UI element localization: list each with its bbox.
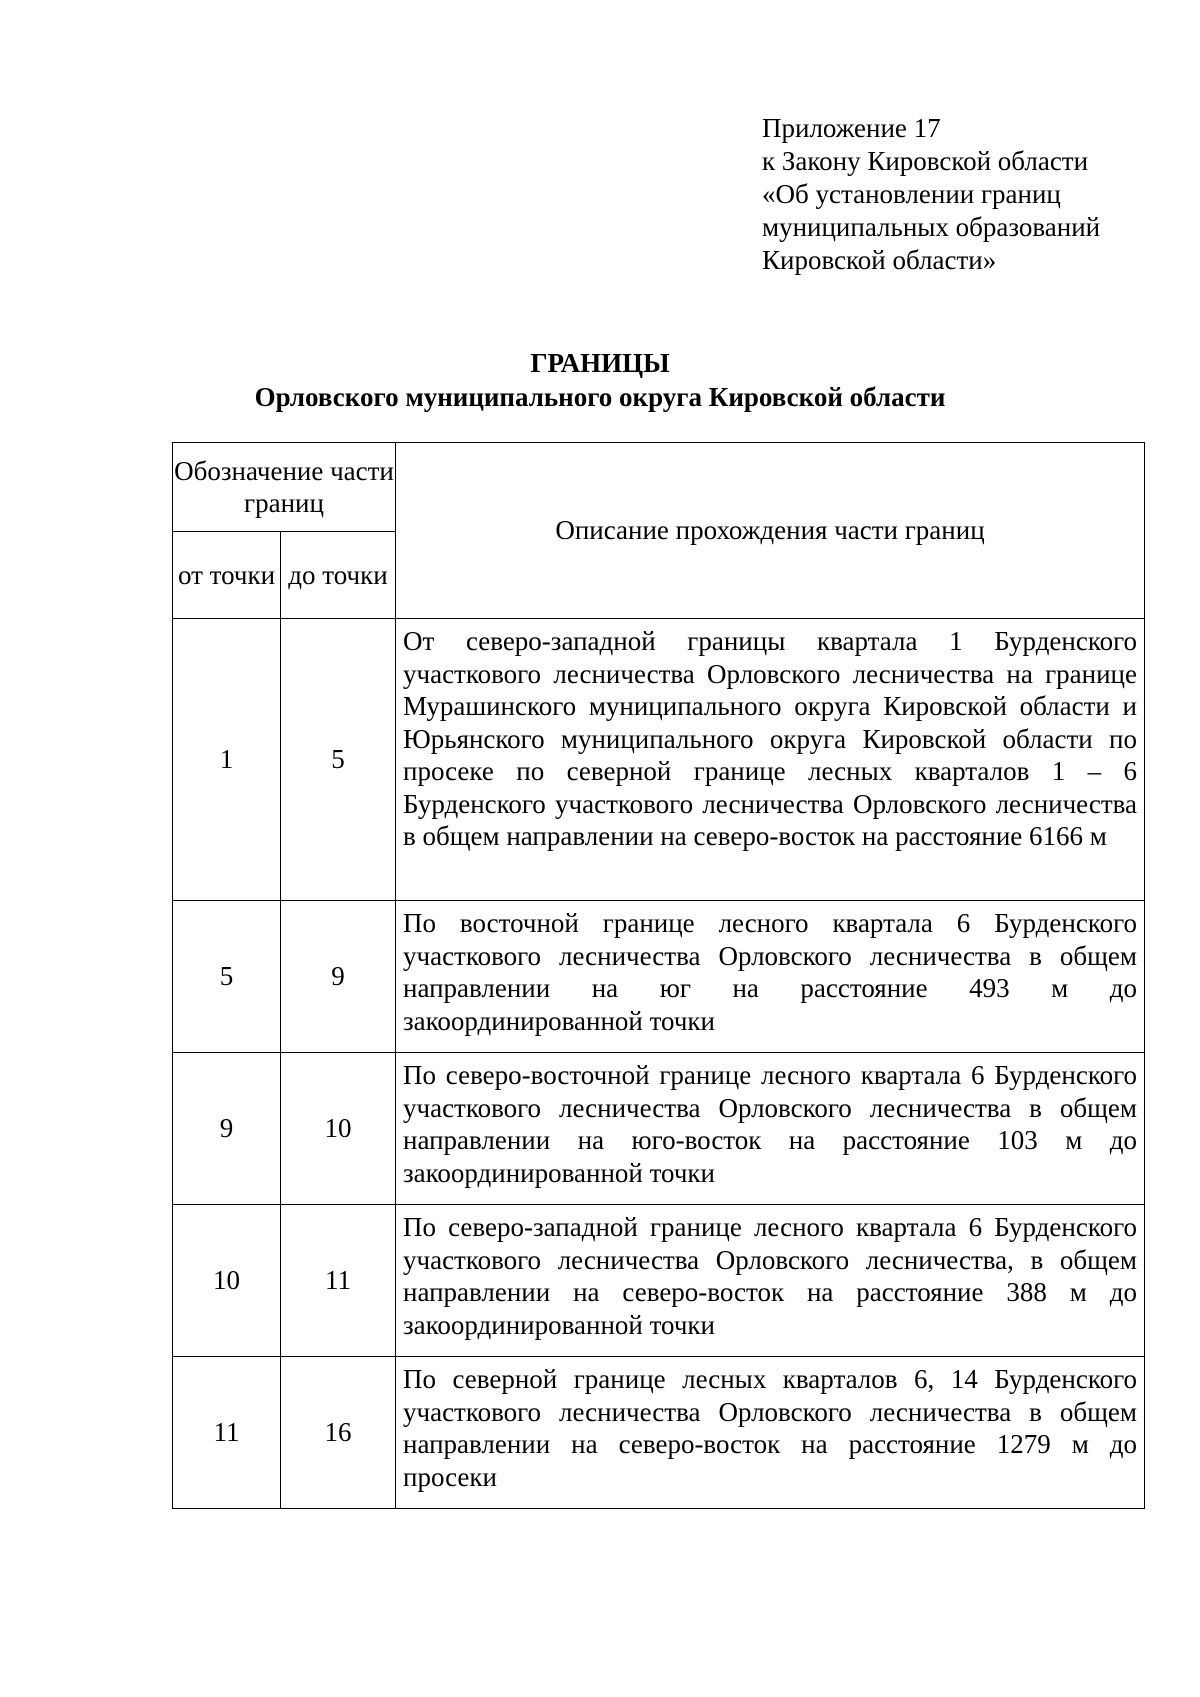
boundaries-table bbox=[172, 442, 1145, 1509]
to-point-cell: 5 bbox=[281, 619, 396, 901]
to-point-cell: 9 bbox=[281, 901, 396, 1053]
header-boundary-designation: Обозначение части границ bbox=[173, 443, 396, 532]
header-from-point: от точки bbox=[173, 532, 281, 619]
to-point-cell: 10 bbox=[281, 1053, 396, 1205]
table-row bbox=[173, 1357, 1145, 1509]
appendix-line: Приложение 17 bbox=[762, 113, 941, 143]
table-row bbox=[173, 1053, 1145, 1205]
to-point-cell: 16 bbox=[281, 1357, 396, 1509]
header-to-point: до точки bbox=[281, 532, 396, 619]
appendix-line: муниципальных образований bbox=[762, 212, 1101, 242]
description-cell: По восточной границе лесного квартала 6 Бурденского участкового лесничества Орловского лесничества в общем направлении на юг на расстояние 493 м до закоординированной точки bbox=[396, 901, 1145, 1053]
header-description: Описание прохождения части границ bbox=[396, 443, 1145, 619]
description-cell: От северо-западной границы квартала 1 Бурденского участкового лесничества Орловского лесничества на границе Мурашинского муниципального округа Кировской области и Юрьянского муниципального округа Кировской области по просеке по северной границе лесных кварталов 1 – 6 Бурденского участкового лесничества Орловского лесничества в общем направлении на северо-восток на расстояние 6166 м bbox=[396, 619, 1145, 901]
table-header-row bbox=[173, 443, 1145, 532]
appendix-reference bbox=[762, 112, 1162, 277]
from-point-cell: 9 bbox=[173, 1053, 281, 1205]
description-cell: По северо-западной границе лесного квартала 6 Бурденского участкового лесничества Орловского лесничества, в общем направлении на северо-восток на расстояние 388 м до закоординированной точки bbox=[396, 1205, 1145, 1357]
appendix-line: к Закону Кировской области bbox=[762, 146, 1089, 176]
from-point-cell: 10 bbox=[173, 1205, 281, 1357]
title-main: ГРАНИЦЫ bbox=[530, 348, 670, 378]
title-subtitle: Орловского муниципального округа Кировской области bbox=[254, 382, 946, 412]
table-row bbox=[173, 619, 1145, 901]
description-cell: По северной границе лесных кварталов 6, 14 Бурденского участкового лесничества Орловского лесничества в общем направлении на северо-восток на расстояние 1279 м до просеки bbox=[396, 1357, 1145, 1509]
from-point-cell: 1 bbox=[173, 619, 281, 901]
description-cell: По северо-восточной границе лесного квартала 6 Бурденского участкового лесничества Орловского лесничества в общем направлении на юго-восток на расстояние 103 м до закоординированной точки bbox=[396, 1053, 1145, 1205]
from-point-cell: 11 bbox=[173, 1357, 281, 1509]
to-point-cell: 11 bbox=[281, 1205, 396, 1357]
document-title bbox=[0, 346, 1200, 414]
table-row bbox=[173, 901, 1145, 1053]
table-row bbox=[173, 1205, 1145, 1357]
appendix-line: «Об установлении границ bbox=[762, 179, 1061, 209]
appendix-line: Кировской области» bbox=[762, 245, 997, 275]
from-point-cell: 5 bbox=[173, 901, 281, 1053]
